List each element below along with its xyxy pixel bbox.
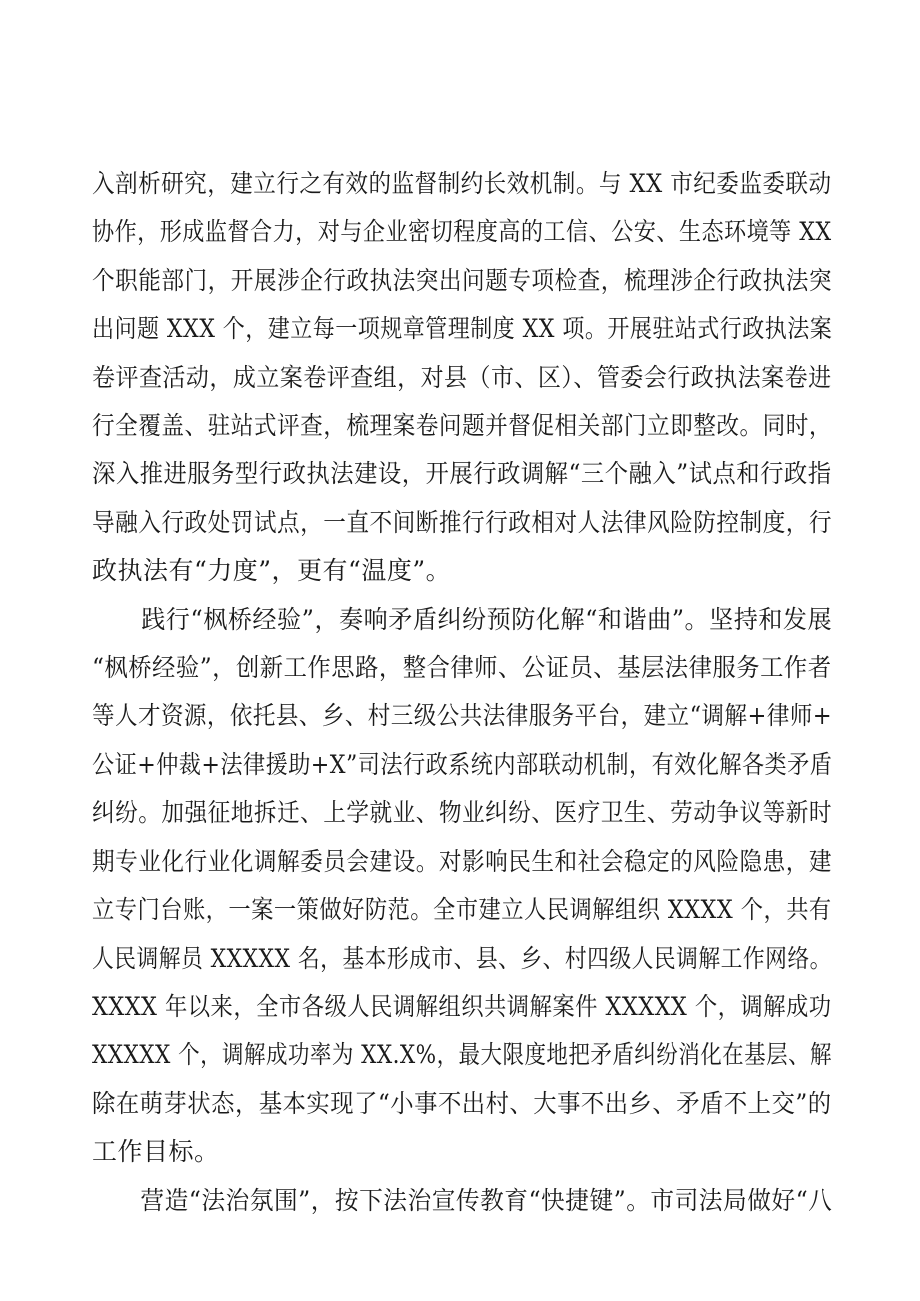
text-line: 公证+仲裁+法律援助+X”司法行政系统内部联动机制，有效化解各类矛盾 bbox=[92, 749, 833, 779]
text-line: 立专门台账，一案一策做好防范。全市建立人民调解组织 XXXX 个，共有 bbox=[92, 895, 832, 925]
text-line: 入剖析研究，建立行之有效的监督制约长效机制。与 XX 市纪委监委联动 bbox=[92, 169, 832, 198]
text-line: “枫桥经验”，创新工作思路，整合律师、公证员、基层法律服务工作者 bbox=[92, 653, 832, 683]
text-line: XXXX 年以来，全市各级人民调解组织共调解案件 XXXXX 个，调解成功 bbox=[92, 991, 832, 1021]
text-line: 出问题 XXX 个，建立每一项规章管理制度 XX 项。开展驻站式行政执法案 bbox=[92, 314, 833, 344]
paragraph-1 bbox=[92, 160, 832, 596]
text-line: 行全覆盖、驻站式评查，梳理案卷问题并督促相关部门立即整改。同时， bbox=[92, 411, 833, 441]
text-line: XXXXX 个，调解成功率为 XX.X%，最大限度地把矛盾纠纷消化在基层、解 bbox=[92, 1040, 833, 1070]
text-line: 践行“枫桥经验”，奏响矛盾纠纷预防化解“和谐曲”。坚持和发展 bbox=[141, 604, 833, 634]
text-line: 人民调解员 XXXXX 名，基本形成市、县、乡、村四级人民调解工作网络。 bbox=[92, 943, 832, 973]
text-line: 个职能部门，开展涉企行政执法突出问题专项检查，梳理涉企行政执法突 bbox=[92, 265, 833, 295]
text-line: 深入推进服务型行政执法建设，开展行政调解“三个融入”试点和行政指 bbox=[92, 459, 832, 489]
text-line: 除在萌芽状态，基本实现了“小事不出村、大事不出乡、矛盾不上交”的 bbox=[92, 1088, 832, 1118]
text-line: 期专业化行业化调解委员会建设。对影响民生和社会稳定的风险隐患，建 bbox=[92, 846, 833, 876]
text-line: 纠纷。加强征地拆迁、上学就业、物业纠纷、医疗卫生、劳动争议等新时 bbox=[92, 798, 833, 828]
text-line: 等人才资源，依托县、乡、村三级公共法律服务平台，建立“调解+律师+ bbox=[92, 701, 833, 731]
paragraph-2 bbox=[92, 596, 832, 1177]
text-line: 协作，形成监督合力，对与企业密切程度高的工信、公安、生态环境等 XX bbox=[92, 217, 832, 247]
paragraph-3 bbox=[92, 1177, 832, 1225]
document-body bbox=[92, 160, 832, 1225]
text-line: 卷评查活动，成立案卷评查组，对县（市、区）、管委会行政执法案卷进 bbox=[92, 362, 832, 392]
text-line: 导融入行政处罚试点，一直不间断推行行政相对人法律风险防控制度，行 bbox=[92, 507, 833, 537]
text-line: 工作目标。 bbox=[92, 1137, 220, 1167]
text-line: 营造“法治氛围”，按下法治宣传教育“快捷键”。市司法局做好“八 bbox=[140, 1185, 833, 1215]
text-line: 政执法有“力度”，更有“温度”。 bbox=[92, 556, 452, 586]
